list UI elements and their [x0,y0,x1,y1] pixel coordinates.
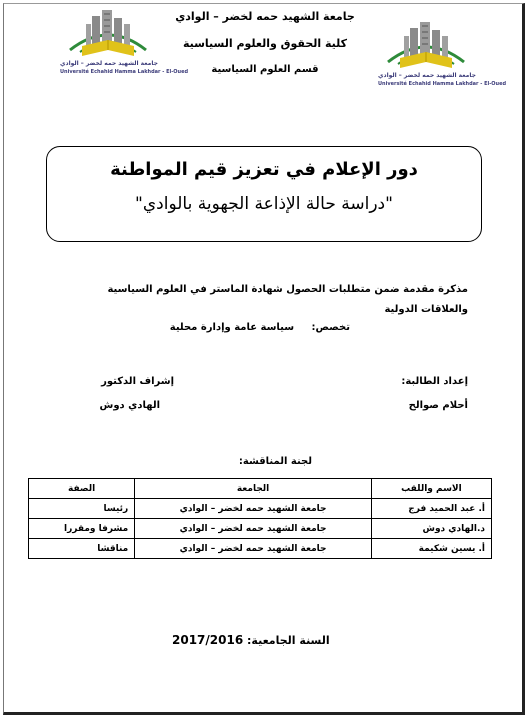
memo-line-1: مذكرة مقدمة ضمن متطلبات الحصول شهادة الماستر في العلوم السياسية [107,284,468,295]
column-header-name: الاسم واللقب [371,479,491,499]
member-university: جامعة الشهيد حمه لخضر – الوادي [135,499,372,519]
memo-description [48,280,468,320]
logo-caption-latin: Université Echahid Hamma Lakhdar - El-Oued [378,81,507,87]
supervisor-name: الهادي دوش [99,400,160,411]
committee-table [28,478,492,559]
university-logo-graphic [60,6,156,62]
committee-label: لجنة المناقشة: [238,456,312,467]
university-logo-right [378,18,507,88]
academic-year-label: السنة الجامعية: [247,634,330,647]
logo-caption-arabic: جامعة الشهيد حمه لخضر – الوادي [60,60,158,67]
member-role: مشرفا ومقررا [29,519,135,539]
member-role: رئيسا [29,499,135,519]
prepared-by-label: إعداد الطالبة: [401,376,468,387]
logo-caption-latin: Université Echahid Hamma Lakhdar - El-Oued [60,69,189,75]
academic-year [172,633,330,647]
table-header-row [29,479,492,499]
faculty-name: كلية الحقوق والعلوم السياسية [182,37,348,50]
university-name: جامعة الشهيد حمه لخضر – الوادي [175,10,355,23]
table-row [29,499,492,519]
academic-year-value: 2017/2016 [172,633,244,647]
university-logo-graphic [378,18,474,74]
member-role: مناقشا [29,539,135,559]
specialization [170,322,350,333]
student-name: أحلام صوالح [408,400,468,411]
thesis-title-box [46,146,482,242]
thesis-title: دور الإعلام في تعزيز قيم المواطنة [110,159,418,180]
logo-caption-arabic: جامعة الشهيد حمه لخضر – الوادي [378,72,476,79]
thesis-subtitle: "دراسة حالة الإذاعة الجهوية بالوادي" [135,194,393,214]
table-row [29,539,492,559]
university-logo-left [60,6,189,76]
member-name: أ. يسين شكيمة [371,539,491,559]
page-border [3,3,525,715]
member-name: أ. عبد الحميد فرج [371,499,491,519]
member-university: جامعة الشهيد حمه لخضر – الوادي [135,539,372,559]
column-header-role: الصفة [29,479,135,499]
member-university: جامعة الشهيد حمه لخضر – الوادي [135,519,372,539]
supervisor-label: إشراف الدكتور [101,376,174,387]
memo-line-2: والعلاقات الدولية [384,304,468,315]
column-header-university: الجامعة [135,479,372,499]
member-name: د.الهادي دوش [371,519,491,539]
specialization-label: تخصص: [311,322,350,333]
specialization-value: سياسة عامة وإدارة محلية [169,322,295,333]
department-name: قسم العلوم السياسية [211,64,319,75]
table-row [29,519,492,539]
